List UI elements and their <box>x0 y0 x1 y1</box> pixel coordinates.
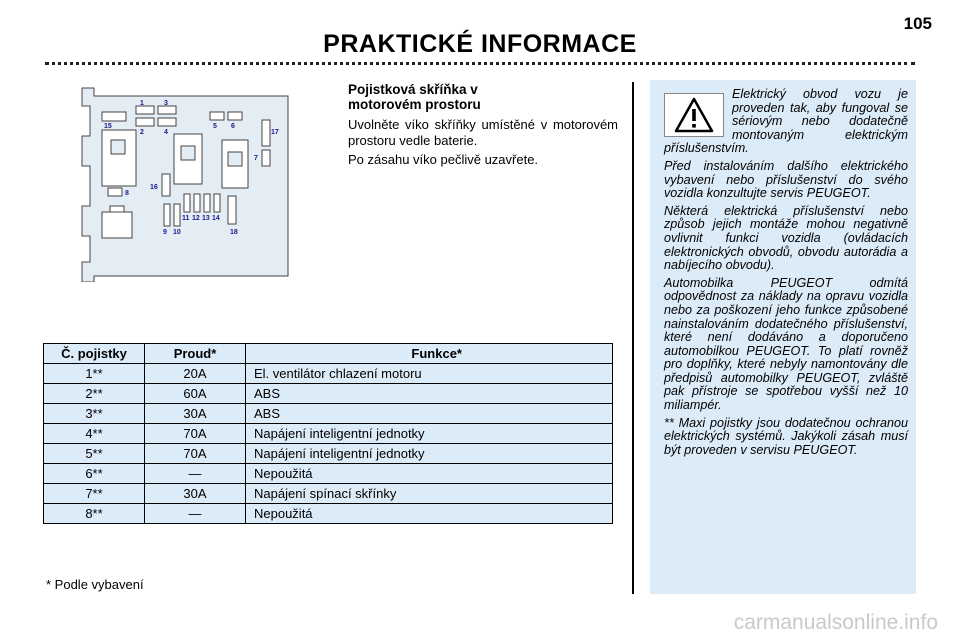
table-row <box>44 424 613 444</box>
fuse-slot-1 <box>136 106 154 114</box>
fuse-slot-9 <box>164 204 170 226</box>
cell-function: Napájení inteligentní jednotky <box>246 424 613 444</box>
fuse-slot-17 <box>262 120 270 146</box>
fuse-slot-12 <box>194 194 200 212</box>
cell-current: 70A <box>145 444 246 464</box>
fuse-slot-16 <box>162 174 170 196</box>
fuse-label-6: 6 <box>231 123 235 130</box>
fuse-slot-7 <box>262 150 270 166</box>
fuse-label-15: 15 <box>104 123 112 130</box>
relay-2-inner <box>181 146 195 160</box>
relay-3-inner <box>228 152 242 166</box>
table-header-row <box>44 344 613 364</box>
cell-current: 30A <box>145 404 246 424</box>
cell-fuse: 1** <box>44 364 145 384</box>
section-paragraph-1: Uvolněte víko skříňky umístěné v motorovém prostoru vedle baterie. <box>348 117 618 148</box>
warning-paragraph-1: Elektrický obvod vozu je proveden tak, aby fungoval se sériovým nebo dodatečně montovaným elektrickým příslušenstvím. <box>664 87 908 156</box>
connector-top <box>110 206 124 212</box>
fuse-slot-2 <box>136 118 154 126</box>
cell-fuse: 2** <box>44 384 145 404</box>
fuse-label-18: 18 <box>230 229 238 236</box>
cell-fuse: 5** <box>44 444 145 464</box>
column-divider <box>632 82 634 594</box>
warning-triangle-icon <box>664 93 724 137</box>
table-row <box>44 444 613 464</box>
fuse-slot-11 <box>184 194 190 212</box>
cell-current: 70A <box>145 424 246 444</box>
table-row <box>44 484 613 504</box>
fuse-box-diagram <box>78 86 292 282</box>
fuse-slot-3 <box>158 106 176 114</box>
cell-fuse: 6** <box>44 464 145 484</box>
fuse-label-16: 16 <box>150 184 158 191</box>
fuse-label-9: 9 <box>163 229 167 236</box>
header-function: Funkce* <box>246 344 613 364</box>
warning-paragraph-3: Některá elektrická příslušenství nebo způsob jejich montáže mohou negativně ovlivnit funkci vozidla (ovládacích elektronických obvodů, obvodu autorádia a nabíjecího obvodu). <box>664 203 908 273</box>
page-title: PRAKTICKÉ INFORMACE <box>323 30 637 58</box>
warning-box <box>650 80 916 594</box>
table-row <box>44 364 613 384</box>
cell-fuse: 8** <box>44 504 145 524</box>
footnote: * Podle vybavení <box>46 577 144 592</box>
fuse-label-4: 4 <box>164 129 168 136</box>
warning-paragraph-4: Automobilka PEUGEOT odmítá odpovědnost za náklady na opravu vozidla nebo za poškození jeho funkce způsobené nainstalováním dodatečného příslušenství, které není dodáváno a doporučeno automobilkou PEUGEOT. To platí rovněž pro doplňky, které nebyly namontovány dle předpisů automobilky PEUGEOT, zvláště pak přístroje se spotřebou vyšší než 10 miliampér. <box>664 275 908 413</box>
connector <box>102 212 132 238</box>
page-number: 105 <box>903 14 932 33</box>
cell-current: — <box>145 464 246 484</box>
fuse-slot-15 <box>102 112 126 121</box>
cell-function: ABS <box>246 384 613 404</box>
warning-paragraph-2: Před instalováním dalšího elektrického vybavení nebo příslušenství do svého vozidla konzultujte servis PEUGEOT. <box>664 158 908 201</box>
fuse-slot-13 <box>204 194 210 212</box>
fuse-label-11: 11 <box>182 215 190 222</box>
fuse-label-13: 13 <box>202 215 210 222</box>
fuse-slot-6 <box>228 112 242 120</box>
fuse-slot-4 <box>158 118 176 126</box>
fuse-label-2: 2 <box>140 129 144 136</box>
cell-function: Nepoužitá <box>246 504 613 524</box>
table-row <box>44 404 613 424</box>
cell-function: ABS <box>246 404 613 424</box>
cell-function: El. ventilátor chlazení motoru <box>246 364 613 384</box>
cell-function: Nepoužitá <box>246 464 613 484</box>
table-row <box>44 384 613 404</box>
dotted-divider <box>45 62 915 65</box>
relay-1-inner <box>111 140 125 154</box>
header-current: Proud* <box>145 344 246 364</box>
fuse-label-3: 3 <box>164 100 168 107</box>
fuse-label-8: 8 <box>125 190 129 197</box>
cell-fuse: 4** <box>44 424 145 444</box>
fuse-label-5: 5 <box>213 123 217 130</box>
fuse-table <box>43 343 613 524</box>
fuse-label-17: 17 <box>271 129 279 136</box>
fuse-label-1: 1 <box>140 100 144 107</box>
cell-function: Napájení inteligentní jednotky <box>246 444 613 464</box>
cell-fuse: 7** <box>44 484 145 504</box>
fuse-slot-8 <box>108 188 122 196</box>
cell-current: — <box>145 504 246 524</box>
relay-1 <box>102 130 136 186</box>
section-heading-line2: motorovém prostoru <box>348 97 481 112</box>
cell-function: Napájení spínací skřínky <box>246 484 613 504</box>
fuse-slot-10 <box>174 204 180 226</box>
fuse-slot-18 <box>228 196 236 224</box>
cell-current: 30A <box>145 484 246 504</box>
section-heading-line1: Pojistková skříňka v <box>348 82 478 97</box>
fuse-label-14: 14 <box>212 215 220 222</box>
cell-fuse: 3** <box>44 404 145 424</box>
fuse-slot-14 <box>214 194 220 212</box>
header-fuse-number: Č. pojistky <box>44 344 145 364</box>
warning-paragraph-5: ** Maxi pojistky jsou dodatečnou ochranou elektrických systémů. Jakýkoli zásah musí být proveden v servisu PEUGEOT. <box>664 415 908 457</box>
table-row <box>44 504 613 524</box>
fuse-label-12: 12 <box>192 215 200 222</box>
watermark: carmanualsonline.info <box>733 611 938 634</box>
section-body <box>348 117 618 171</box>
cell-current: 20A <box>145 364 246 384</box>
cell-current: 60A <box>145 384 246 404</box>
fuse-slot-5 <box>210 112 224 120</box>
fuse-label-7: 7 <box>254 155 258 162</box>
fuse-label-10: 10 <box>173 229 181 236</box>
section-paragraph-2: Po zásahu víko pečlivě uzavřete. <box>348 152 539 167</box>
section-heading <box>348 82 618 112</box>
table-row <box>44 464 613 484</box>
